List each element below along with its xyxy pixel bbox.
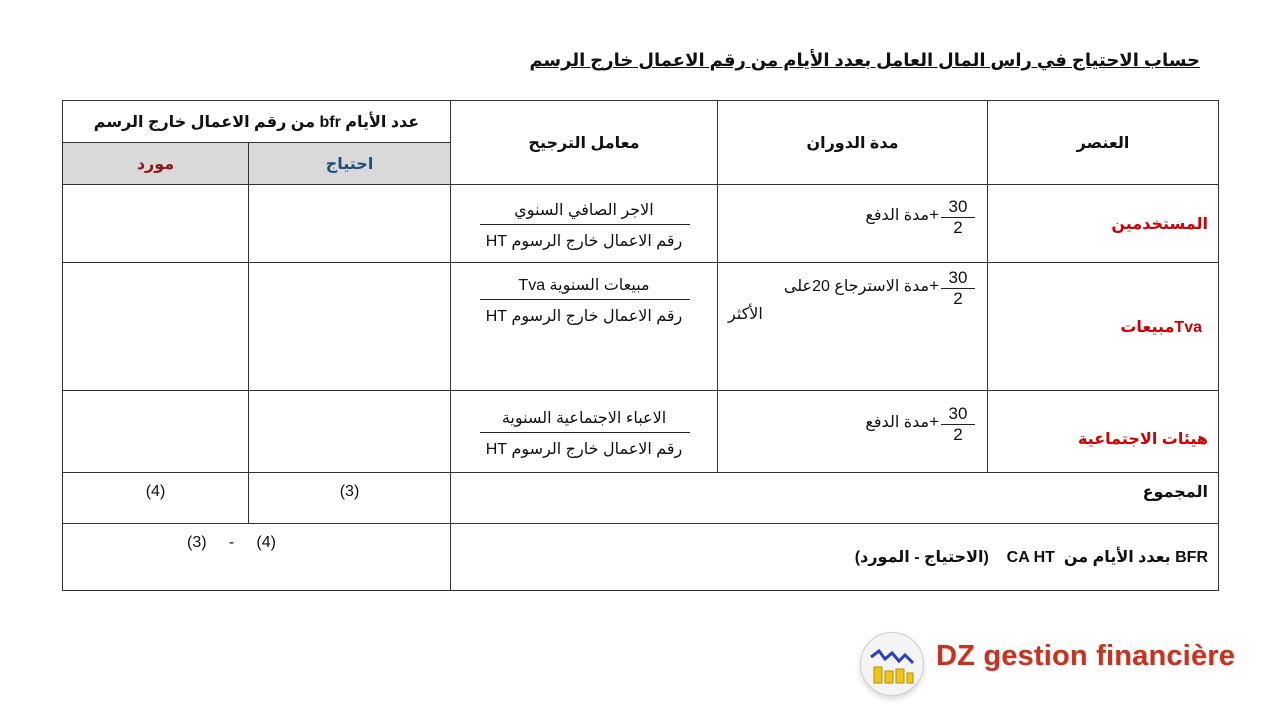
coef-cell [451, 263, 718, 391]
coef-numerator: الاجر الصافي السنوي [514, 202, 654, 219]
besoin-cell [249, 263, 451, 391]
duree-fraction: 30 2 [941, 198, 975, 237]
duree-text: مدة الاسترجاع 20على [783, 278, 930, 295]
ressource-cell [63, 263, 249, 391]
total-ressource: (4) [63, 473, 249, 524]
duree-cell: 30 2 + مدة الاسترجاع 20على الأكثر [718, 263, 988, 391]
element-label: المستخدمين [988, 185, 1219, 263]
ressource-cell [63, 185, 249, 263]
coef-numerator: مبيعات السنوية Tva [518, 277, 650, 294]
table-row [63, 263, 1219, 391]
total-besoin: (3) [249, 473, 451, 524]
duree-text: مدة الدفع [865, 414, 930, 431]
duree-cell: 30 2 + مدة الدفع [718, 391, 988, 473]
coef-fraction [478, 404, 691, 459]
header-besoin: احتياج [249, 143, 451, 185]
duree-text: مدة الدفع [865, 207, 930, 224]
brand-name: DZ gestion financière [936, 640, 1236, 672]
besoin-cell [249, 391, 451, 473]
header-ressource: مورد [63, 143, 249, 185]
header-element: العنصر [988, 101, 1219, 185]
element-label: Tvaمبيعات [988, 263, 1219, 391]
besoin-cell [249, 185, 451, 263]
duree-fraction: 30 2 [941, 269, 975, 308]
duree-fraction: 30 2 [941, 405, 975, 444]
bfr-table [62, 100, 1219, 591]
chart-logo-icon [860, 632, 924, 696]
coef-fraction [478, 196, 691, 251]
header-days-group: عدد الأيام bfr من رقم الاعمال خارج الرسم [63, 101, 451, 143]
bfr-row [63, 524, 1219, 591]
page-title: حساب الاحتياج في راس المال العامل بعدد الأيام من رقم الاعمال خارج الرسم [529, 50, 1200, 70]
header-duree: مدة الدوران [718, 101, 988, 185]
ressource-cell [63, 391, 249, 473]
duree-extra: الأكثر [728, 306, 763, 323]
coef-cell [451, 185, 718, 263]
bfr-label: BFR بعدد الأيام من CA HT (الاحتياج - المورد) [451, 524, 1219, 591]
table-row [63, 185, 1219, 263]
header-coef: معامل الترجيح [451, 101, 718, 185]
element-label: هيئات الاجتماعية [988, 391, 1219, 473]
bfr-formula: (4) - (3) [187, 534, 276, 551]
coef-denominator: رقم الاعمال خارج الرسوم HT [485, 441, 683, 458]
table-row [63, 391, 1219, 473]
coef-numerator: الاعباء الاجتماعية السنوية [501, 410, 667, 427]
total-row [63, 473, 1219, 524]
total-label: المجموع [451, 473, 1219, 524]
coef-cell [451, 391, 718, 473]
coef-denominator: رقم الاعمال خارج الرسوم HT [485, 233, 683, 250]
coef-denominator: رقم الاعمال خارج الرسوم HT [485, 308, 683, 325]
duree-cell: 30 2 + مدة الدفع [718, 185, 988, 263]
coef-fraction [478, 271, 691, 326]
